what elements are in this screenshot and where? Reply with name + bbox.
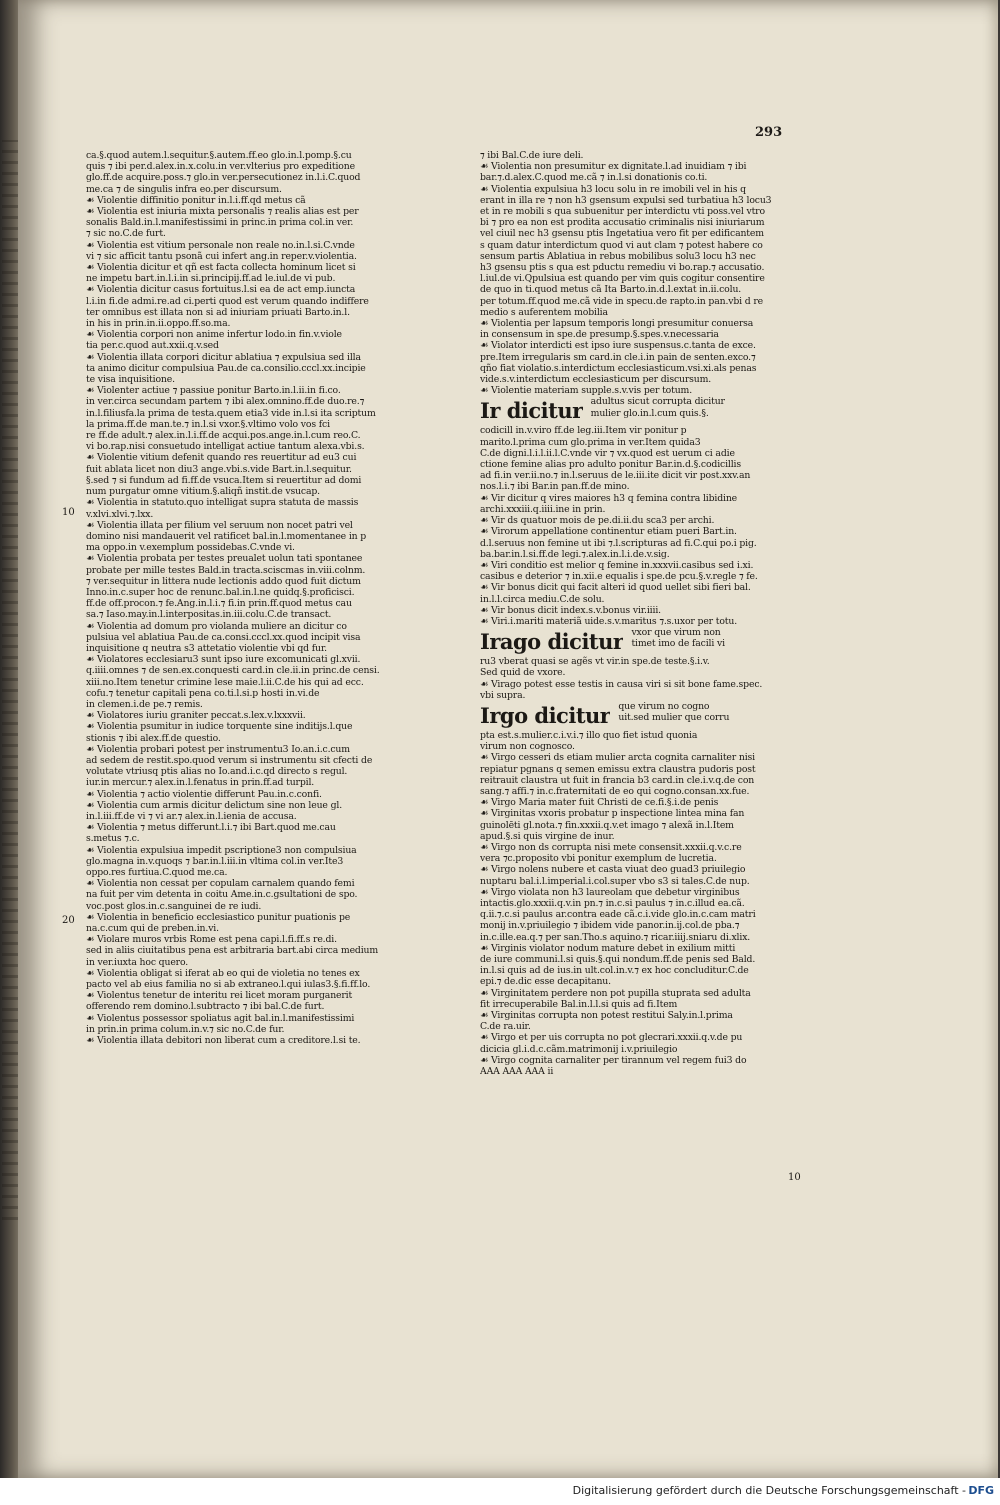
text-line: de quo in ti.quod metus cã Ita Barto.in.d.l.extat in.ii.colu.: [480, 284, 742, 296]
text-line: ☙ Violentia illata corpori dicitur ablatiua ⁊ expulsiua sed illa: [86, 351, 361, 363]
text-line: ☙ Violatores ecclesiaru3 sunt ipso iure excomunicati gl.xvii.: [86, 654, 361, 666]
entry-heading: Irago dicitur: [480, 629, 624, 655]
text-line: vi ⁊ sic afficit tantu psonã cui infert ang.in reper.v.violentia.: [86, 250, 357, 262]
text-line: na fuit per vim detenta in coitu Ame.in.c.gsultationi de spo.: [86, 889, 358, 901]
text-line: stionis ⁊ ibi alex.ff.de questio.: [86, 732, 221, 744]
text-line: ⁊ ver.sequitur in littera nude lectionis addo quod fuit dictum: [86, 575, 361, 587]
text-line: marito.l.prima cum glo.prima in ver.Item quida3: [480, 436, 701, 448]
text-line: d.l.seruus non femine ut ibi ⁊.l.scripturas ad fi.C.qui po.i pig.: [480, 537, 757, 549]
text-line: q.iiii.omnes ⁊ de sen.ex.conquesti card.in cle.ii.in princ.de censi.: [86, 665, 380, 677]
text-line: ☙ Vir ds quatuor mois de pe.di.ii.du sca3 per archi.: [480, 515, 715, 527]
text-line: ta animo dicitur compulsiua Pau.de ca.consilio.cccl.xx.incipie: [86, 362, 366, 374]
text-line: ☙ Virgo Maria mater fuit Christi de ce.fi.§.i.de penis: [480, 797, 719, 809]
text-line: erant in illa re ⁊ non h3 gsensum expulsi sed turbatiua h3 locu3: [480, 194, 772, 206]
text-line: ☙ Virginitatem perdere non pot pupilla stuprata sed adulta: [480, 987, 751, 999]
text-line: sed in aliis ciuitatibus pena est arbitraria bart.abi circa medium: [86, 945, 379, 957]
text-line: ctione femine alias pro adulto ponitur Bar.in.d.§.codicillis: [480, 459, 741, 471]
text-line: ⁊ ibi Bal.C.de iure deli.: [480, 150, 584, 161]
text-line: C.de ra.uir.: [480, 1021, 531, 1033]
line-number-marker: 10: [62, 507, 75, 518]
text-line: ☙ Violentia ⁊ metus differunt.l.i.⁊ ibi Bart.quod me.cau: [86, 822, 336, 834]
text-line: Sed quid de vxore.: [480, 667, 566, 679]
text-line: ff.de off.procon.⁊ fe.Ang.in.l.i.⁊ fi.in prin.ff.quod metus cau: [86, 598, 352, 610]
text-line: ☙ Violentia est vitium personale non reale no.in.l.si.C.vnde: [86, 239, 355, 251]
text-line: in.l.si quis ad de ius.in ult.col.in.v.⁊ ex hoc concluditur.C.de: [480, 965, 749, 977]
entry-heading-block: [480, 627, 780, 656]
text-line: adultus sicut corrupta dicitur: [590, 396, 725, 408]
text-line: pre.Item irregularis sm card.in cle.i.in pain de senten.exco.⁊: [480, 351, 756, 363]
text-line: fit irrecuperabile Bal.in.l.l.si quis ad fi.Item: [480, 998, 678, 1010]
text-line: qño fiat violatio.s.interdictum ecclesiasticum.vsi.xi.als penas: [480, 362, 757, 374]
text-line: glo.ff.de acquire.poss.⁊ glo.in ver.persecutionez in.l.i.C.quod: [86, 172, 361, 184]
heading-side-text: [591, 396, 780, 418]
heading-side-text: [631, 627, 780, 649]
text-line: mulier glo.in.l.cum quis.§.: [590, 407, 709, 419]
text-line: offerendo rem domino.l.subtracto ⁊ ibi bal.C.de furt.: [86, 1001, 325, 1013]
text-line: C.de digni.l.i.l.ii.l.C.vnde vir ⁊ vx.quod est uerum ci adie: [480, 447, 735, 459]
text-line: in.l.iii.ff.de vi ⁊ vi ar.⁊ alex.in.l.ienia de accusa.: [86, 810, 297, 822]
text-line: ☙ Violentie materiam supple.s.v.vis per totum.: [480, 385, 693, 397]
text-line: ma oppo.in v.exemplum possidebas.C.vnde vi.: [86, 542, 295, 554]
text-line: nuptaru bal.i.l.imperial.i.col.super vbo s3 si tales.C.de nup.: [480, 875, 750, 887]
text-line: ☙ Virginitas vxoris probatur p inspectione lintea mina fan: [480, 808, 745, 820]
text-line: ☙ Virginitas corrupta non potest restitui Saly.in.l.prima: [480, 1010, 733, 1022]
text-line: ☙ Violentia obligat si iferat ab eo qui de violetia no tenes ex: [86, 967, 360, 979]
text-line: vxor que virum non: [631, 627, 721, 639]
text-line: ☙ Virgo cognita carnaliter per tirannum vel regem fui3 do: [480, 1054, 747, 1066]
text-line: ☙ Violenter actiue ⁊ passiue ponitur Barto.in.l.ii.in fi.co.: [86, 385, 341, 397]
text-line: bi ⁊ pro ea non est prodita accusatio criminalis nisi iniuriarum: [480, 217, 765, 229]
text-line: virum non cognosco.: [480, 741, 575, 753]
text-line: tia per.c.quod aut.xxii.q.v.sed: [86, 340, 219, 352]
text-line: ☙ Violator interdicti est ipso iure suspensus.c.tanta de exce.: [480, 340, 756, 352]
line-number-marker: 10: [788, 1172, 801, 1183]
left-text-column: [86, 150, 390, 1046]
text-line: pulsiua vel ablatiua Pau.de ca.consi.cccl.xx.quod incipit visa: [86, 631, 361, 643]
text-line: sa.⁊ Iaso.may.in.l.interpositas.in.iii.colu.C.de transact.: [86, 609, 332, 621]
text-line: iur.in mercur.⁊ alex.in.l.fenatus in prin.ff.ad turpil.: [86, 777, 315, 789]
text-line: ☙ Virgo cesseri ds etiam mulier arcta cognita carnaliter nisi: [480, 752, 755, 764]
text-line: inquisitione q neutra s3 attetatio violentie vbi qd fur.: [86, 642, 327, 654]
text-line: volutate vtriusq ptis alias no Io.and.i.c.qd directo s regul.: [86, 766, 348, 778]
text-line: guinolēti gl.nota.⁊ fin.xxxii.q.v.et imago ⁊ alexã in.l.Item: [480, 819, 734, 831]
text-line: in.c.ille.ea.q.⁊ per san.Tho.s aquino.⁊ ricar.iiij.sniaru di.xlix.: [480, 931, 751, 943]
text-line: probate per mille testes Bald.in tracta.sciscmas in.viii.colnm.: [86, 564, 366, 576]
text-line: monij in.v.priuilegio ⁊ ibidem vide panor.in.ij.col.de pba.⁊: [480, 920, 740, 932]
text-line: ☙ Violentia ad domum pro violanda muliere an dicitur co: [86, 620, 347, 632]
line-number-marker: 20: [62, 915, 75, 926]
text-line: ☙ Violentia dicitur casus fortuitus.l.si ea de act emp.iuncta: [86, 284, 356, 296]
text-line: sensum partis Ablatiua in rebus mobilibus solu3 locu h3 nec: [480, 250, 756, 262]
text-line: ☙ Vir bonus dicit qui facit alteri id quod uellet sibi fieri bal.: [480, 582, 751, 594]
text-line: ☙ Violentia non presumitur ex dignitate.l.ad inuidiam ⁊ ibi: [480, 161, 747, 173]
text-line: ☙ Virgo et per uis corrupta no pot glecrari.xxxii.q.v.de pu: [480, 1032, 743, 1044]
text-line: l.iul.de vi.Qpulsiua est quando per vim quis cogitur consentire: [480, 273, 765, 285]
text-line: vide.s.v.interdictum ecclesiasticum per discursum.: [480, 374, 712, 386]
text-line: in prin.in prima colum.in.v.⁊ sic no.C.de fur.: [86, 1023, 285, 1035]
text-line: na.c.cum qui de preben.in.vi.: [86, 923, 219, 935]
text-line: ☙ Virgo nolens nubere et casta viuat deo guad3 priuilegio: [480, 864, 746, 876]
text-line: casibus e deterior ⁊ in.xii.e equalis i spe.de pcu.§.v.regle ⁊ fe.: [480, 571, 758, 583]
text-line: cofu.⁊ tenetur capitali pena co.ti.l.si.p hosti in.vi.de: [86, 687, 320, 699]
text-line: Inno.in.c.super hoc de renunc.bal.in.l.ne quidq.§.proficisci.: [86, 586, 355, 598]
text-line: re ff.de adult.⁊ alex.in.l.i.ff.de acqui.pos.ange.in.l.cum reo.C.: [86, 430, 361, 442]
text-line: AAA AAA AAA ii: [480, 1066, 554, 1078]
text-line: ☙ Violentia est iniuria mixta personalis ⁊ realis alias est per: [86, 206, 359, 218]
text-line: reitrauit claustra ut fuit in francia b3 card.in cle.i.v.q.de con: [480, 774, 755, 786]
entry-heading: Irgo dicitur: [480, 702, 611, 728]
text-line: ☙ Vir bonus dicit index.s.v.bonus vir.iiii.: [480, 604, 661, 616]
text-line: ☙ Violentus possessor spoliatus agit bal.in.l.manifestissimi: [86, 1012, 355, 1024]
right-text-column: [480, 150, 780, 1077]
text-line: apud.§.si quis virgine de inur.: [480, 830, 615, 842]
text-line: ☙ Violentie vitium defenit quando res reuertitur ad eu3 cui: [86, 452, 357, 464]
text-line: ☙ Violatores iuriu graniter peccat.s.lex.v.lxxxvii.: [86, 710, 306, 722]
text-line: in his in prin.in.ii.oppo.ff.so.ma.: [86, 318, 231, 330]
text-line: ☙ Virgo non ds corrupta nisi mete consensit.xxxii.q.v.c.re: [480, 841, 742, 853]
footer-bar: [0, 1478, 1000, 1505]
text-line: me.ca ⁊ de singulis infra eo.per discursum.: [86, 183, 282, 195]
text-line: ☙ Violentus tenetur de interitu rei licet moram purganerit: [86, 990, 353, 1002]
text-line: s.metus ⁊.c.: [86, 833, 140, 845]
text-line: uit.sed mulier que corru: [618, 712, 730, 724]
text-line: ne impetu bart.in.l.i.in si.principij.ff.ad le.iul.de vi pub.: [86, 273, 336, 285]
text-line: per totum.ff.quod me.cã vide in specu.de rapto.in pan.vbi d re: [480, 295, 764, 307]
text-line: te visa inquisitione.: [86, 374, 175, 386]
text-line: ☙ Violentia probata per testes preualet uolun tati spontanee: [86, 553, 363, 565]
text-line: ☙ Violentia illata per filium vel seruum non nocet patri vel: [86, 519, 353, 531]
text-line: ☙ Viri.i.mariti materiã uide.s.v.maritus ⁊.s.uxor per totu.: [480, 615, 738, 627]
text-line: num purgatur omne vitium.§.aliqñ instit.de vsucap.: [86, 486, 320, 498]
text-line: ☙ Vir dicitur q vires maiores h3 q femina contra libidine: [480, 492, 738, 504]
text-line: dicicia gl.i.d.c.cãm.matrimonij i.v.priuilegio: [480, 1043, 678, 1055]
text-line: que virum no cogno: [618, 700, 710, 712]
text-line: pacto vel ab eius familia no si ab extraneo.l.qui iulas3.§.fi.ff.lo.: [86, 979, 371, 991]
text-line: in consensum in spe.de presump.§.spes.v.necessaria: [480, 329, 719, 341]
text-line: ☙ Violare muros vrbis Rome est pena capi.l.fi.ff.s re.di.: [86, 934, 337, 946]
text-line: ☙ Virgo violata non h3 laureolam que debetur virginibus: [480, 886, 740, 898]
dfg-logo: DFG: [968, 1484, 994, 1497]
text-line: glo.magna in.v.quoqs ⁊ bar.in.l.iii.in vltima col.in ver.Ite3: [86, 855, 344, 867]
text-line: domino nisi mandauerit vel ratificet bal.in.l.momentanee in p: [86, 530, 367, 542]
text-line: timet imo de facili vi: [631, 638, 725, 650]
text-line: in.l.filiusfa.la prima de testa.quem etia3 vide in.l.si ita scriptum: [86, 407, 376, 419]
text-line: ☙ Violentia cum armis dicitur delictum sine non leue gl.: [86, 799, 342, 811]
funding-credit: Digitalisierung gefördert durch die Deutsche Forschungsgemeinschaft -: [572, 1484, 966, 1497]
text-line: ☙ Violentia in beneficio ecclesiastico punitur puationis pe: [86, 911, 351, 923]
text-line: ☙ Virorum appellatione continentur etiam pueri Bart.in.: [480, 526, 737, 538]
text-line: ⁊ sic no.C.de furt.: [86, 228, 166, 240]
text-line: ☙ Violentia ⁊ actio violentie differunt Pau.in.c.confi.: [86, 788, 322, 800]
text-line: la prima.ff.de man.te.⁊ in.l.si vxor.§.vltimo volo vos fci: [86, 418, 330, 430]
text-line: fuit ablata licet non diu3 ange.vbi.s.vide Bart.in.l.sequitur.: [86, 463, 352, 475]
text-line: ter omnibus est illata non si ad iniuriam priuati Barto.in.l.: [86, 306, 350, 318]
text-line: ☙ Violentia expulsiua h3 locu solu in re imobili vel in his q: [480, 183, 746, 195]
text-line: pta est.s.mulier.c.i.v.i.⁊ illo quo fiet istud quonia: [480, 729, 698, 741]
entry-heading-block: [480, 701, 780, 730]
text-line: ba.bar.in.l.si.ff.de legi.⁊.alex.in.l.i.de.v.sig.: [480, 548, 670, 560]
text-line: ☙ Virginis violator nodum mature debet in exilium mitti: [480, 942, 736, 954]
text-line: ca.§.quod autem.l.sequitur.§.autem.ff.eo glo.in.l.pomp.§.cu: [86, 150, 352, 161]
text-line: ☙ Violentia illata debitori non liberat cum a creditore.l.si te.: [86, 1035, 361, 1047]
text-line: de iure communi.l.si quis.§.qui nondum.ff.de penis sed Bald.: [480, 954, 756, 965]
text-line: epi.⁊ de.dic esse decapitanu.: [480, 976, 611, 988]
text-line: s quam datur interdictum quod vi aut clam ⁊ potest habere co: [480, 239, 763, 251]
text-line: oppo.res furtiua.C.quod me.ca.: [86, 867, 228, 878]
text-line: h3 gsensu ptis s qua est pductu remediu vi bo.rap.⁊ accusatio.: [480, 262, 765, 274]
text-line: ☙ Violentia per lapsum temporis longi presumitur conuersa: [480, 318, 754, 330]
text-line: intactis.glo.xxxii.q.v.in pn.⁊ in.c.si paulus ⁊ in.c.illud ea.cã.: [480, 897, 745, 909]
text-line: ☙ Violentia probari potest per instrumentu3 Io.an.i.c.cum: [86, 743, 350, 755]
text-line: voc.post glos.in.c.sanguinei de re iudi.: [86, 900, 262, 912]
text-line: q.ii.⁊.c.si paulus ar.contra eade cã.c.i.vide glo.in.c.cam matri: [480, 909, 756, 921]
heading-side-text: [618, 701, 780, 723]
text-line: ☙ Violentia non cessat per copulam carnalem quando femi: [86, 878, 355, 890]
text-line: quis ⁊ ibi per.d.alex.in.x.colu.in ver.vlterius pro expeditione: [86, 161, 355, 173]
text-line: ☙ Violentia corpori non anime infertur lodo.in fin.v.viole: [86, 329, 342, 341]
text-line: vel ciuil nec h3 gsensu ptis Ingetatiua vero fit per edificantem: [480, 228, 764, 240]
text-line: §.sed ⁊ si fundum ad fi.ff.de vsuca.Item si reuertitur ad domi: [86, 474, 362, 486]
text-line: ad fi.in ver.ii.no.⁊ in.l.seruus de le.iii.ite dicit vir post.xxv.an: [480, 470, 751, 482]
text-line: in clemen.i.de pe.⁊ remis.: [86, 698, 203, 710]
text-line: archi.xxxiii.q.iiii.ine in prin.: [480, 503, 606, 515]
text-line: vi bo.rap.nisi consuetudo intelligat actiue tantum alexa.vbi.s.: [86, 441, 365, 453]
text-line: bar.⁊.d.alex.C.quod me.cã ⁊ in.l.si donationis co.ti.: [480, 172, 708, 184]
text-line: ru3 vberat quasi se agẽs vt vir.in spe.de teste.§.i.v.: [480, 656, 710, 668]
text-line: ☙ Virago potest esse testis in causa viri si sit bone fame.spec.: [480, 678, 763, 690]
text-line: ☙ Viri conditio est melior q femine in.xxxvii.casibus sed i.xi.: [480, 559, 754, 571]
text-line: in ver.circa secundam partem ⁊ ibi alex.omnino.ff.de duo.re.⁊: [86, 396, 365, 408]
entry-heading-block: [480, 396, 780, 425]
text-line: ☙ Violentia expulsiua impedit pscriptione3 non compulsiua: [86, 844, 357, 856]
text-line: nos.l.i.⁊ ibi Bar.in pan.ff.de mino.: [480, 481, 630, 493]
previous-page-edge: [2, 140, 18, 1220]
text-line: sang.⁊ affi.⁊ in.c.fraternitati de eo qui cogno.consan.xx.fue.: [480, 785, 750, 797]
text-line: vera ⁊c.proposito vbi ponitur exemplum de lucretia.: [480, 853, 717, 865]
text-line: medio s auferentem mobilia: [480, 306, 608, 318]
text-line: ☙ Violentia dicitur et qñ est facta collecta hominum licet si: [86, 262, 356, 274]
text-line: ☙ Violentie diffinitio ponitur in.l.i.ff.qd metus cã: [86, 194, 306, 206]
folio-number: 293: [755, 125, 783, 140]
text-line: vbi supra.: [480, 689, 526, 701]
text-line: ad sedem de restit.spo.quod verum si instrumentu sit cfecti de: [86, 754, 373, 766]
text-line: v.xlvi.xlvi.⁊.lxx.: [86, 508, 154, 520]
text-line: xiii.no.Item tenetur crimine lese maie.l.ii.C.de his qui ad ecc.: [86, 676, 364, 688]
entry-heading: Ir dicitur: [480, 398, 583, 424]
text-line: codicill in.v.viro ff.de leg.iii.Item vir ponitur p: [480, 425, 687, 437]
text-line: in.l.l.circa mediu.C.de solu.: [480, 593, 605, 605]
text-line: ☙ Violentia in statuto.quo intelligat supra statuta de massis: [86, 497, 359, 509]
text-line: l.i.in fi.de admi.re.ad ci.perti quod est verum quando indiffere: [86, 295, 369, 307]
text-line: sonalis Bald.in.l.manifestissimi in princ.in prima col.in ver.: [86, 217, 354, 229]
text-line: repiatur pgnans q semen emissu extra claustra pudoris post: [480, 763, 756, 775]
text-line: ☙ Violentia psumitur in iudice torquente sine inditijs.l.que: [86, 721, 353, 733]
text-line: in ver.iuxta hoc quero.: [86, 956, 189, 968]
text-line: et in re mobili s qua subuenitur per interdictu vti poss.vel vtro: [480, 206, 765, 218]
